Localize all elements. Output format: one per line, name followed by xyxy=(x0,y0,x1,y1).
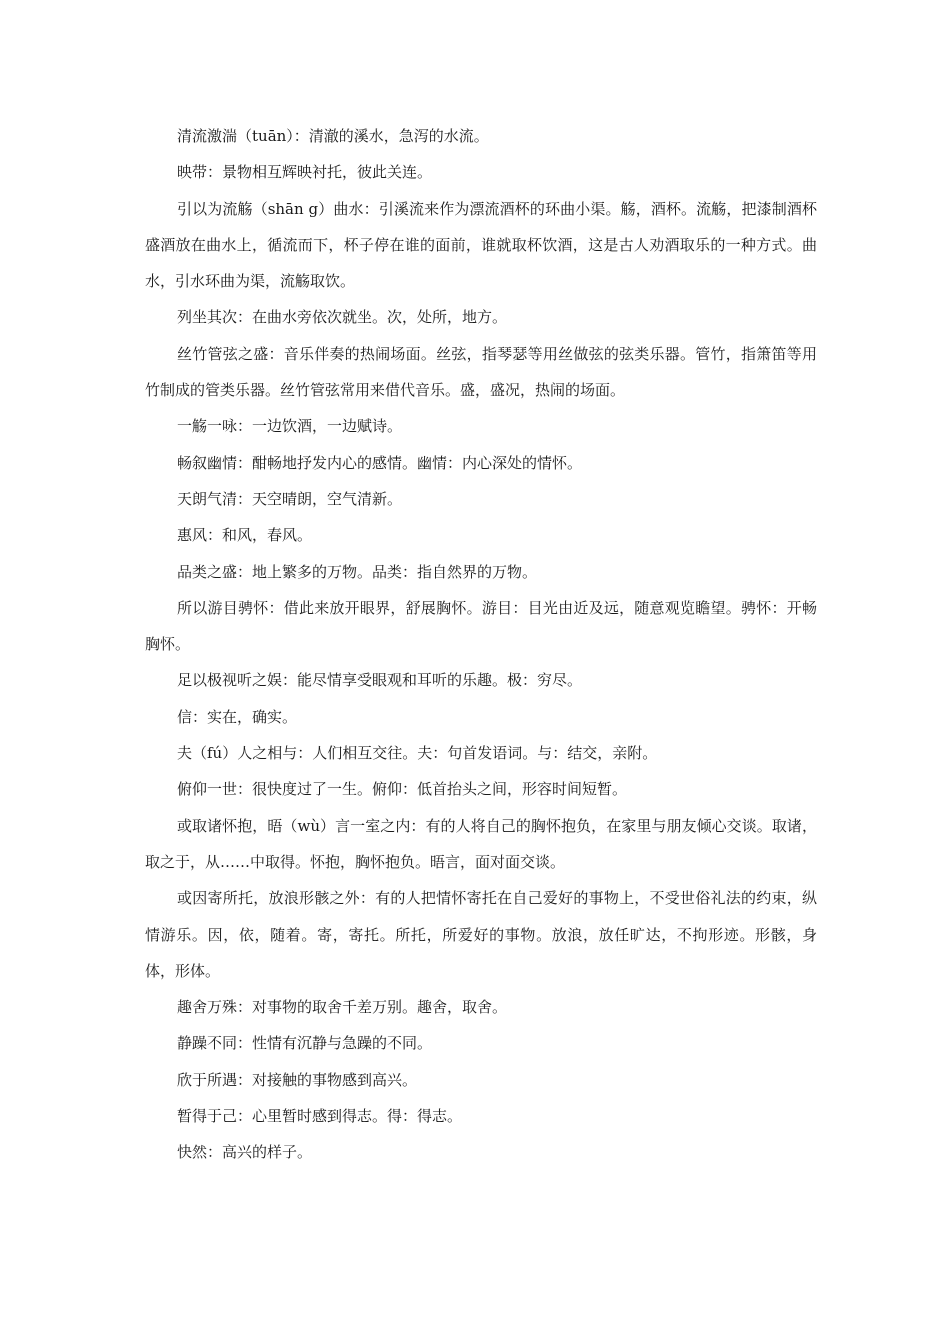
annotation-paragraph: 或取诸怀抱，晤（wù）言一室之内：有的人将自己的胸怀抱负，在家里与朋友倾心交谈。取诸，取之于，从……中取得。怀抱，胸怀抱负。晤言，面对面交谈。 xyxy=(145,816,817,871)
annotation-paragraph: 惠风：和风，春风。 xyxy=(177,526,313,545)
annotation-paragraph: 品类之盛：地上繁多的万物。品类：指自然界的万物。 xyxy=(177,562,538,581)
annotation-paragraph: 静躁不同：性情有沉静与急躁的不同。 xyxy=(177,1034,433,1053)
annotation-paragraph: 引以为流觞（shān g）曲水：引溪流来作为漂流酒杯的环曲小渠。觞，酒杯。流觞，把漆制酒杯盛酒放在曲水上，循流而下，杯子停在谁的面前，谁就取杯饮酒，这是古人劝酒取乐的一种方式。曲水，引水环曲为渠，流觞取饮。 xyxy=(145,199,817,291)
annotation-paragraph: 清流激湍（tuān）：清澈的溪水，急泻的水流。 xyxy=(177,127,489,145)
annotation-paragraph: 畅叙幽情：酣畅地抒发内心的感情。幽情：内心深处的情怀。 xyxy=(177,453,583,472)
annotation-paragraph: 丝竹管弦之盛：音乐伴奏的热闹场面。丝弦，指琴瑟等用丝做弦的弦类乐器。管竹，指箫笛等用竹制成的管类乐器。丝竹管弦常用来借代音乐。盛，盛况，热闹的场面。 xyxy=(145,344,817,400)
annotation-paragraph: 映带：景物相互辉映衬托，彼此关连。 xyxy=(177,163,433,182)
annotation-paragraph: 或因寄所托，放浪形骸之外：有的人把情怀寄托在自己爱好的事物上，不受世俗礼法的约束，纵情游乐。因，依，随着。寄，寄托。所托，所爱好的事物。放浪，放任旷达，不拘形迹。形骸，身体，形体。 xyxy=(145,889,817,980)
annotation-paragraph: 暂得于己：心里暂时感到得志。得：得志。 xyxy=(177,1107,463,1126)
annotation-paragraph: 欣于所遇：对接触的事物感到高兴。 xyxy=(177,1070,418,1089)
annotation-paragraph: 足以极视听之娱：能尽情享受眼观和耳听的乐趣。极：穷尽。 xyxy=(177,671,583,690)
annotation-paragraph: 快然：高兴的样子。 xyxy=(177,1143,313,1162)
annotation-paragraph: 趣舍万殊：对事物的取舍千差万别。趣舍，取舍。 xyxy=(177,998,508,1017)
annotation-paragraph: 列坐其次：在曲水旁依次就坐。次，处所，地方。 xyxy=(177,308,508,327)
annotation-paragraph: 所以游目骋怀：借此来放开眼界，舒展胸怀。游目：目光由近及远，随意观览瞻望。骋怀：开畅胸怀。 xyxy=(145,598,817,654)
annotation-paragraph: 信：实在，确实。 xyxy=(177,707,298,726)
annotation-paragraph: 俯仰一世：很快度过了一生。俯仰：低首抬头之间，形容时间短暂。 xyxy=(177,780,628,799)
document-body xyxy=(145,118,817,1171)
annotation-paragraph: 天朗气清：天空晴朗，空气清新。 xyxy=(177,489,403,508)
annotation-paragraph: 一觞一咏：一边饮酒，一边赋诗。 xyxy=(177,417,403,436)
annotation-paragraph: 夫（fú）人之相与：人们相互交往。夫：句首发语词。与：结交，亲附。 xyxy=(177,744,658,763)
